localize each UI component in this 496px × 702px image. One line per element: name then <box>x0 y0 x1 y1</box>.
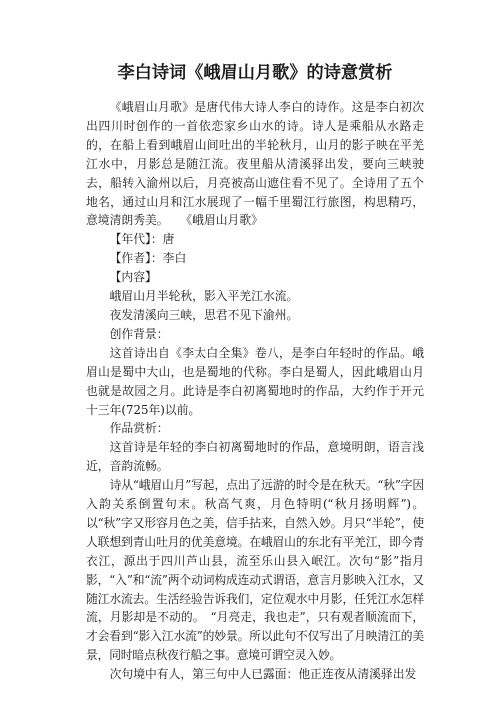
background-heading: 创作背景： <box>109 326 169 341</box>
background-paragraph: 这首诗出自《李太白全集》卷八，是李白年轻时的作品。峨眉山是蜀中大山，也是蜀地的代称。李白是蜀人，因此峨眉山月也就是故园之月。此诗是李白初离蜀地时的作品，大约作于开元十三年(725年)以前。 <box>86 345 424 417</box>
document-body <box>86 98 424 684</box>
appreciation-paragraph-2: 诗从“峨眉山月”写起，点出了远游的时令是在秋天。“秋”字因入韵关系倒置句末。秋高气爽，月色特明(“秋月扬明辉”)。以“秋”字又形容月色之美，信手拈来，自然入妙。月只“半轮”，使人联想到青山吐月的优美意境。在峨眉山的东北有平羌江，即今青衣江，源出于四川芦山县，流至乐山县入岷江。次句“影”指月影，“入”和“流”两个动词构成连动式谓语，意言月影映入江水，又随江水流去。生活经验告诉我们，定位观水中月影，任凭江水怎样流，月影却是不动的。 “月亮走，我也走”，只有观者顺流而下，才会看到“影入江水流”的妙景。所以此句不仅写出了月映清江的美景，同时暗点秋夜行船之事。意境可谓空灵入妙。 <box>86 478 424 663</box>
content-heading: 【内容】 <box>109 270 157 285</box>
appreciation-paragraph-1: 这首诗是年轻的李白初离蜀地时的作品，意境明朗，语言浅近，音韵流畅。 <box>86 440 424 474</box>
poem-line-2: 夜发清溪向三峡，思君不见下渝州。 <box>109 307 299 322</box>
document-page <box>86 62 424 684</box>
era-line: 【年代】：唐 <box>109 232 175 247</box>
appreciation-heading: 作品赏析： <box>109 421 169 436</box>
author-line: 【作者】：李白 <box>109 251 187 266</box>
document-title: 李白诗词《峨眉山月歌》的诗意赏析 <box>117 63 393 83</box>
intro-paragraph: 《峨眉山月歌》是唐代伟大诗人李白的诗作。这是李白初次出四川时创作的一首依恋家乡山水的诗。诗人是乘船从水路走的，在船上看到峨眉山间吐出的半轮秋月，山月的影子映在平羌江水中，月影总是随江流。夜里船从清溪驿出发，要向三峡驶去，船转入渝州以后，月亮被高山遮住看不见了。全诗用了五个地名，通过山月和江水展现了一幅千里蜀江行旅图，构思精巧，意境清朗秀美。 《峨眉山月歌》 <box>86 100 424 228</box>
appreciation-paragraph-3: 次句境中有人，第三句中人已露面：他正连夜从清溪驿出发 <box>109 667 417 682</box>
poem-line-1: 峨眉山月半轮秋，影入平羌江水流。 <box>109 289 299 304</box>
